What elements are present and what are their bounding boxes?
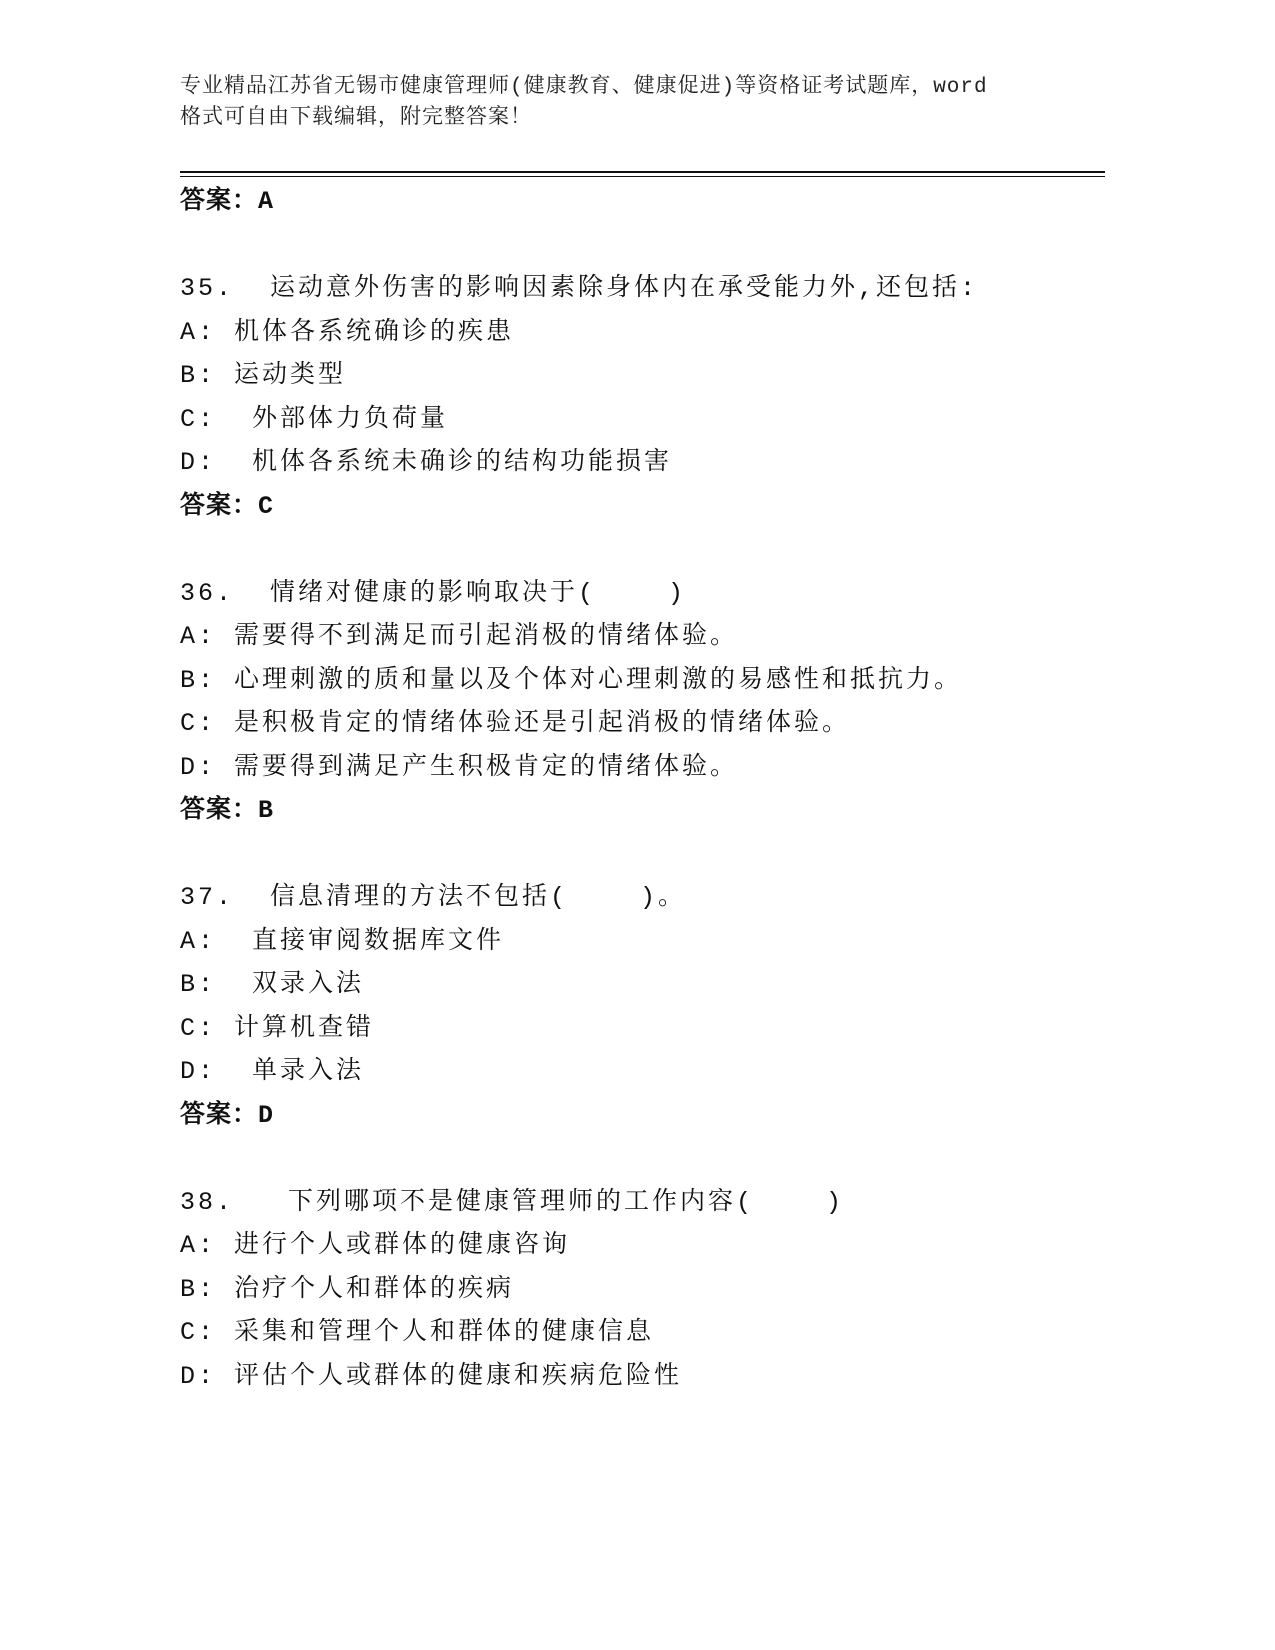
question-38 [180,1181,1105,1399]
question-37 [180,876,1105,1137]
option-a: A: 机体各系统确诊的疾患 [180,317,515,347]
option-d: D: 单录入法 [180,1057,365,1086]
option-c: C: 外部体力负荷量 [180,404,449,434]
option-b: B: 心理刺激的质和量以及个体对心理刺激的易感性和抵抗力。 [180,665,963,695]
question-list [180,180,1105,1398]
option-b: B: 治疗个人和群体的疾病 [180,1274,515,1304]
option-b: B: 双录入法 [180,970,365,999]
option-c: C: 计算机查错 [180,1013,375,1043]
question-35 [180,267,1105,528]
header-rule-top [180,171,1105,173]
option-d: D: 需要得到满足产生积极肯定的情绪体验。 [180,752,739,782]
question-title: 37. 信息清理的方法不包括( )。 [180,883,687,912]
option-b: B: 运动类型 [180,361,347,390]
option-c: C: 采集和管理个人和群体的健康信息 [180,1318,655,1347]
option-a: A: 需要得不到满足而引起消极的情绪体验。 [180,622,739,651]
answer-line: 答案：B [180,796,275,825]
answer-line: 答案：C [180,491,275,521]
option-d: D: 评估个人或群体的健康和疾病危险性 [180,1361,683,1391]
header-line-2: 格式可自由下载编辑，附完整答案！ [180,107,532,130]
question-title: 38. 下列哪项不是健康管理师的工作内容( ) [180,1187,845,1217]
answer-line: 答案：D [180,1100,275,1130]
question-title: 36. 情绪对健康的影响取决于( ) [180,578,687,608]
option-a: A: 进行个人或群体的健康咨询 [180,1231,571,1260]
header-rule-bottom [180,176,1105,177]
option-d: D: 机体各系统未确诊的结构功能损害 [180,448,673,477]
document-header [180,72,1080,134]
answer-line: 答案：A [180,187,275,216]
header-line-1: 专业精品江苏省无锡市健康管理师(健康教育、健康促进)等资格证考试题库，word [180,76,988,99]
question-36 [180,572,1105,833]
question-title: 35. 运动意外伤害的影响因素除身体内在承受能力外,还包括: [180,274,979,303]
option-a: A: 直接审阅数据库文件 [180,926,505,956]
option-c: C: 是积极肯定的情绪体验还是引起消极的情绪体验。 [180,709,851,738]
